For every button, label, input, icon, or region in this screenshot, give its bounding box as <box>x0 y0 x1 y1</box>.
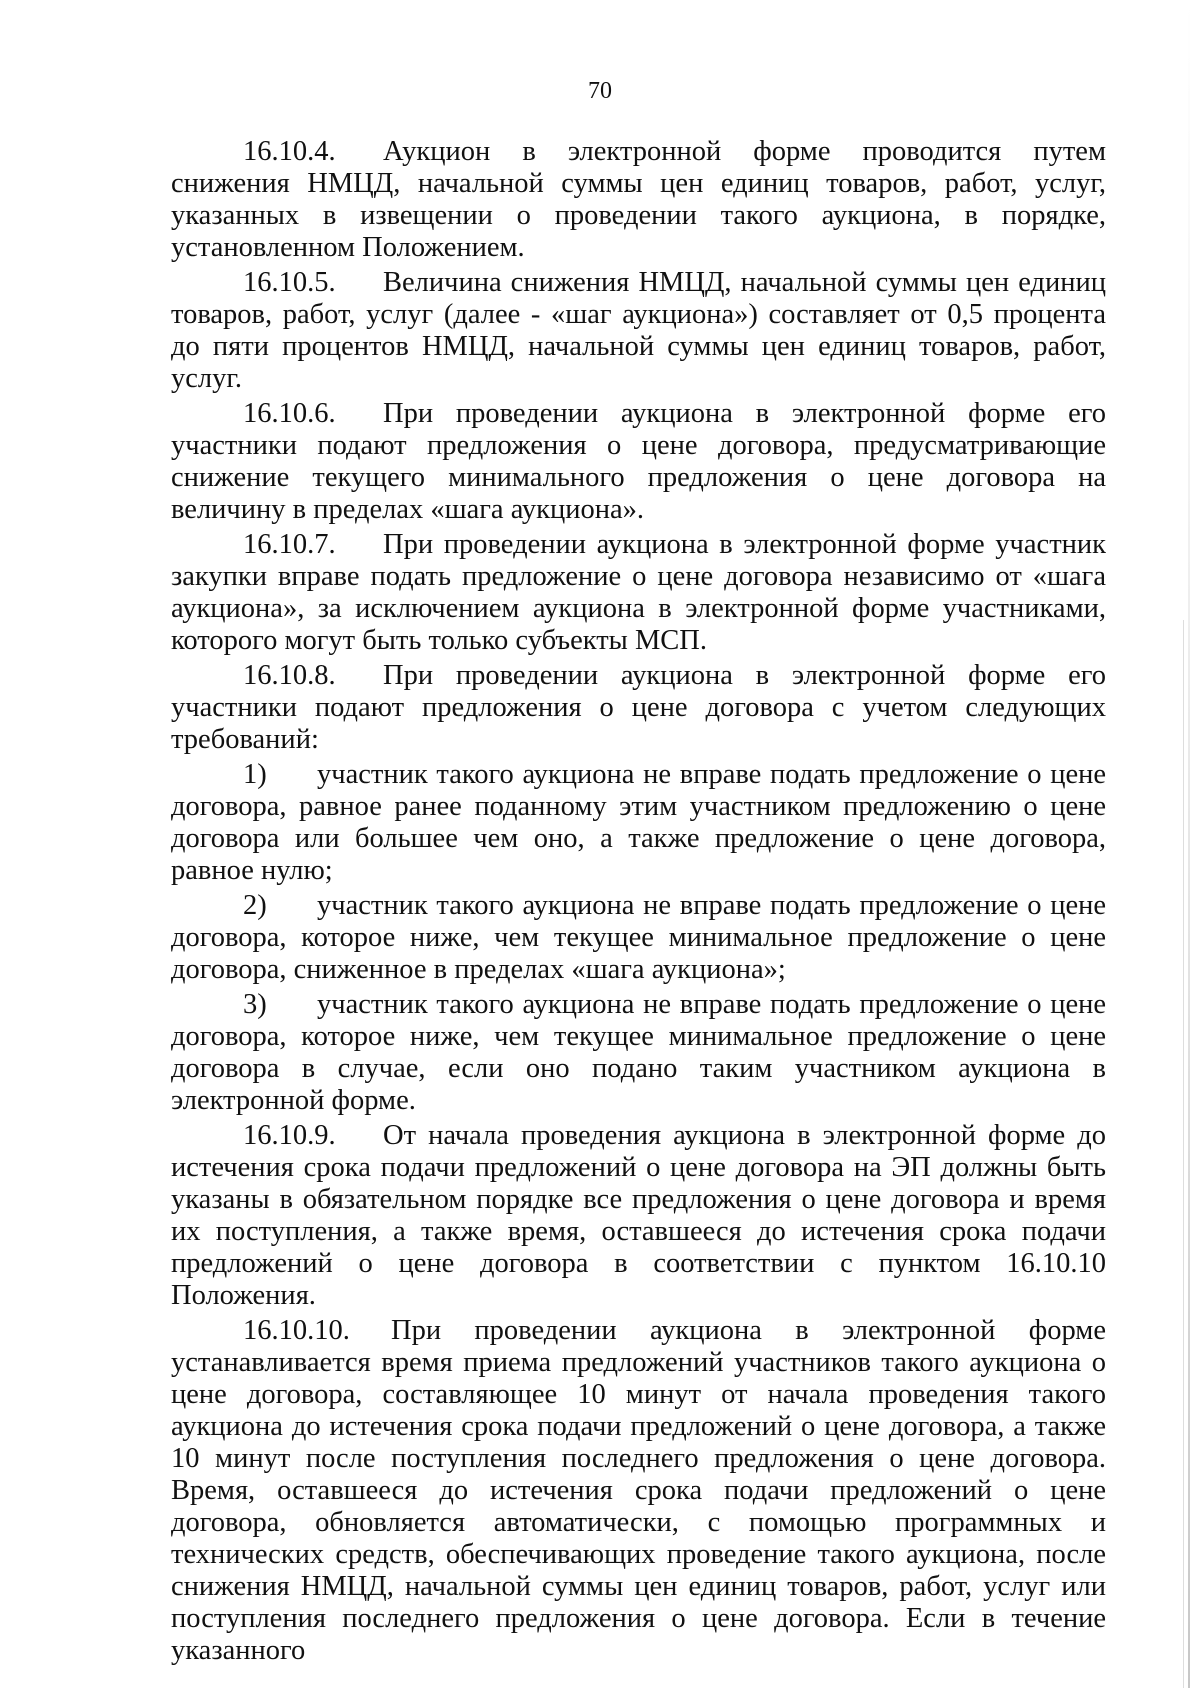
page-number: 70 <box>588 78 612 104</box>
scan-edge-artifact <box>1188 0 1190 1688</box>
requirement-text: участник такого аукциона не вправе подать предложение о цене договора, которое ниже, чем текущее минимальное предложение о цене договора, сниженное в пределах «шага аукциона»; <box>171 890 1106 985</box>
requirement-item <box>171 989 1106 1117</box>
clause-number: 16.10.4. <box>243 136 336 167</box>
clause-text: При проведении аукциона в электронной форме устанавливается время приема предложений участников такого аукциона о цене договора, составляющее 10 минут от начала проведения такого аукциона до истечения срока подачи предложений о цене договора, а также 10 минут после поступления последнего предложения о цене договора. Время, оставшееся до истечения срока подачи предложений о цене договора, обновляется автоматически, с помощью программных и технических средств, обеспечивающих проведение такого аукциона, после снижения НМЦД, начальной суммы цен единиц товаров, работ, услуг или поступления последнего предложения о цене договора. Если в течение указанного <box>171 1315 1106 1666</box>
clause-text: При проведении аукциона в электронной форме его участники подают предложения о цене договора с учетом следующих требований: <box>171 660 1106 755</box>
requirement-number: 3) <box>243 989 267 1020</box>
clause-number: 16.10.10. <box>243 1315 350 1346</box>
clause-number: 16.10.9. <box>243 1120 336 1151</box>
clause-number: 16.10.8. <box>243 660 336 691</box>
requirement-item <box>171 759 1106 887</box>
clause-16-10-9 <box>171 1120 1106 1312</box>
clause-number: 16.10.5. <box>243 267 336 298</box>
requirement-text: участник такого аукциона не вправе подать предложение о цене договора, равное ранее поданному этим участником предложению о цене договора или большее чем оно, а также предложение о цене договора, равное нулю; <box>171 759 1106 886</box>
requirement-number: 2) <box>243 890 267 921</box>
clause-text: Величина снижения НМЦД, начальной суммы цен единиц товаров, работ, услуг (далее - «шаг аукциона») составляет от 0,5 процента до пяти процентов НМЦД, начальной суммы цен единиц товаров, работ, услуг. <box>171 267 1106 394</box>
clause-text: Аукцион в электронной форме проводится путем снижения НМЦД, начальной суммы цен единиц товаров, работ, услуг, указанных в извещении о проведении такого аукциона, в порядке, установленном Положением. <box>171 136 1106 263</box>
clause-text: При проведении аукциона в электронной форме участник закупки вправе подать предложение о цене договора независимо от «шага аукциона», за исключением аукциона в электронной форме участниками, которого могут быть только субъекты МСП. <box>171 529 1106 656</box>
clause-16-10-7 <box>171 529 1106 657</box>
requirement-number: 1) <box>243 759 267 790</box>
clause-16-10-10 <box>171 1315 1106 1667</box>
requirement-item <box>171 890 1106 986</box>
clause-number: 16.10.7. <box>243 529 336 560</box>
clause-16-10-4 <box>171 136 1106 264</box>
clause-16-10-6 <box>171 398 1106 526</box>
clause-16-10-5 <box>171 267 1106 395</box>
scan-edge-artifact-secondary <box>1183 620 1184 1688</box>
clause-text: При проведении аукциона в электронной форме его участники подают предложения о цене договора, предусматривающие снижение текущего минимального предложения о цене договора на величину в пределах «шага аукциона». <box>171 398 1106 525</box>
document-body <box>171 136 1106 1670</box>
clause-text: От начала проведения аукциона в электронной форме до истечения срока подачи предложений о цене договора на ЭП должны быть указаны в обязательном порядке все предложения о цене договора и время их поступления, а также время, оставшееся до истечения срока подачи предложений о цене договора в соответствии с пунктом 16.10.10 Положения. <box>171 1120 1106 1311</box>
clause-number: 16.10.6. <box>243 398 336 429</box>
clause-16-10-8 <box>171 660 1106 756</box>
requirement-text: участник такого аукциона не вправе подать предложение о цене договора, которое ниже, чем текущее минимальное предложение о цене договора в случае, если оно подано таким участником аукциона в электронной форме. <box>171 989 1106 1116</box>
